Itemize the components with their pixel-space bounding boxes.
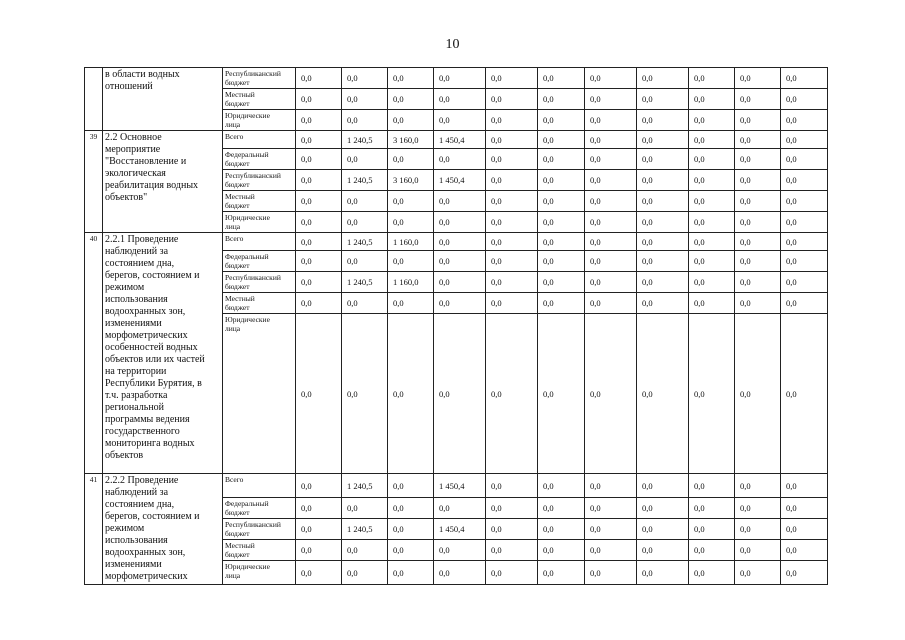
amount-cell: 0,0 (585, 314, 637, 474)
amount-cell: 0,0 (735, 314, 781, 474)
amount-cell: 0,0 (781, 293, 828, 314)
amount-cell: 0,0 (689, 191, 735, 212)
amount-cell: 0,0 (486, 131, 538, 149)
amount-cell: 0,0 (781, 272, 828, 293)
amount-cell: 0,0 (486, 110, 538, 131)
amount-cell: 0,0 (689, 561, 735, 585)
amount-cell: 0,0 (585, 149, 637, 170)
amount-cell: 0,0 (486, 233, 538, 251)
amount-cell: 0,0 (296, 89, 342, 110)
amount-cell: 0,0 (538, 68, 585, 89)
amount-cell: 0,0 (486, 191, 538, 212)
page-number: 10 (445, 37, 460, 52)
amount-cell: 0,0 (388, 314, 434, 474)
amount-cell: 0,0 (486, 293, 538, 314)
amount-cell: 0,0 (585, 519, 637, 540)
amount-cell: 0,0 (689, 519, 735, 540)
amount-cell: 0,0 (781, 110, 828, 131)
amount-cell: 0,0 (342, 149, 388, 170)
amount-cell: 0,0 (342, 191, 388, 212)
amount-cell: 0,0 (296, 519, 342, 540)
amount-cell: 0,0 (585, 540, 637, 561)
table-row (85, 233, 828, 251)
amount-cell: 0,0 (486, 272, 538, 293)
amount-cell: 0,0 (585, 131, 637, 149)
amount-cell: 0,0 (637, 540, 689, 561)
amount-cell: 0,0 (781, 540, 828, 561)
funding-source: Федеральный бюджет (223, 149, 296, 170)
amount-cell: 0,0 (342, 498, 388, 519)
funding-source: Федеральный бюджет (223, 251, 296, 272)
amount-cell: 0,0 (637, 131, 689, 149)
amount-cell: 0,0 (781, 314, 828, 474)
amount-cell: 0,0 (538, 272, 585, 293)
funding-source: Местный бюджет (223, 293, 296, 314)
amount-cell: 0,0 (689, 110, 735, 131)
amount-cell: 0,0 (781, 149, 828, 170)
amount-cell: 0,0 (434, 68, 486, 89)
amount-cell: 0,0 (735, 110, 781, 131)
amount-cell: 0,0 (585, 68, 637, 89)
amount-cell: 0,0 (434, 540, 486, 561)
amount-cell: 0,0 (781, 212, 828, 233)
amount-cell: 0,0 (735, 68, 781, 89)
amount-cell: 0,0 (585, 233, 637, 251)
amount-cell: 0,0 (735, 251, 781, 272)
funding-source: Всего (223, 474, 296, 498)
amount-cell: 0,0 (735, 170, 781, 191)
amount-cell: 0,0 (486, 89, 538, 110)
amount-cell: 0,0 (637, 149, 689, 170)
amount-cell: 0,0 (585, 272, 637, 293)
amount-cell: 0,0 (689, 474, 735, 498)
amount-cell: 0,0 (735, 474, 781, 498)
funding-source: Всего (223, 131, 296, 149)
amount-cell: 1 240,5 (342, 519, 388, 540)
amount-cell: 0,0 (388, 149, 434, 170)
amount-cell: 0,0 (388, 212, 434, 233)
row-index: 39 (85, 131, 103, 233)
amount-cell: 0,0 (637, 212, 689, 233)
amount-cell: 0,0 (296, 293, 342, 314)
amount-cell: 0,0 (538, 89, 585, 110)
funding-source: Республиканский бюджет (223, 519, 296, 540)
amount-cell: 0,0 (637, 272, 689, 293)
amount-cell: 0,0 (342, 212, 388, 233)
amount-cell: 0,0 (538, 519, 585, 540)
amount-cell: 0,0 (689, 68, 735, 89)
amount-cell: 0,0 (388, 191, 434, 212)
amount-cell: 0,0 (689, 131, 735, 149)
amount-cell: 0,0 (538, 110, 585, 131)
amount-cell: 0,0 (637, 474, 689, 498)
amount-cell: 0,0 (689, 251, 735, 272)
amount-cell: 0,0 (296, 149, 342, 170)
amount-cell: 0,0 (781, 131, 828, 149)
amount-cell: 0,0 (388, 251, 434, 272)
amount-cell: 0,0 (637, 561, 689, 585)
amount-cell: 0,0 (296, 191, 342, 212)
amount-cell: 1 450,4 (434, 131, 486, 149)
amount-cell: 0,0 (585, 293, 637, 314)
amount-cell: 0,0 (296, 314, 342, 474)
funding-source: Республиканский бюджет (223, 170, 296, 191)
amount-cell: 0,0 (434, 233, 486, 251)
amount-cell: 0,0 (735, 272, 781, 293)
amount-cell: 0,0 (637, 89, 689, 110)
amount-cell: 0,0 (388, 519, 434, 540)
amount-cell: 0,0 (434, 561, 486, 585)
amount-cell: 0,0 (296, 498, 342, 519)
amount-cell: 0,0 (585, 561, 637, 585)
amount-cell: 0,0 (486, 68, 538, 89)
budget-table (84, 67, 828, 585)
amount-cell: 0,0 (538, 314, 585, 474)
amount-cell: 0,0 (637, 498, 689, 519)
funding-source: Местный бюджет (223, 540, 296, 561)
funding-source: Юридические лица (223, 561, 296, 585)
amount-cell: 0,0 (637, 191, 689, 212)
activity-name: 2.2 Основное мероприятие "Восстановление и экологическая реабилитация водных объектов" (103, 131, 223, 233)
table-body (85, 68, 828, 585)
amount-cell: 0,0 (538, 131, 585, 149)
amount-cell: 0,0 (342, 251, 388, 272)
amount-cell: 0,0 (486, 519, 538, 540)
amount-cell: 0,0 (486, 170, 538, 191)
amount-cell: 0,0 (342, 89, 388, 110)
amount-cell: 0,0 (296, 110, 342, 131)
amount-cell: 0,0 (781, 251, 828, 272)
amount-cell: 0,0 (434, 272, 486, 293)
amount-cell: 0,0 (434, 149, 486, 170)
activity-name: в области водных отношений (103, 68, 223, 131)
amount-cell: 0,0 (538, 293, 585, 314)
funding-source: Республиканский бюджет (223, 272, 296, 293)
amount-cell: 0,0 (296, 540, 342, 561)
amount-cell: 0,0 (342, 293, 388, 314)
amount-cell: 0,0 (781, 498, 828, 519)
amount-cell: 0,0 (538, 191, 585, 212)
activity-name: 2.2.2 Проведение наблюдений за состоянием дна, берегов, состоянием и режимом использования водоохранных зон, изменениями морфометрических (103, 474, 223, 585)
amount-cell: 0,0 (434, 212, 486, 233)
amount-cell: 1 450,4 (434, 519, 486, 540)
amount-cell: 0,0 (689, 540, 735, 561)
amount-cell: 0,0 (538, 474, 585, 498)
amount-cell: 0,0 (585, 89, 637, 110)
amount-cell: 0,0 (538, 498, 585, 519)
amount-cell: 1 240,5 (342, 170, 388, 191)
amount-cell: 0,0 (735, 131, 781, 149)
amount-cell: 0,0 (781, 191, 828, 212)
amount-cell: 0,0 (388, 474, 434, 498)
amount-cell: 0,0 (434, 251, 486, 272)
amount-cell: 0,0 (538, 233, 585, 251)
amount-cell: 0,0 (434, 293, 486, 314)
amount-cell: 0,0 (781, 233, 828, 251)
amount-cell: 0,0 (689, 314, 735, 474)
amount-cell: 0,0 (689, 233, 735, 251)
amount-cell: 1 160,0 (388, 272, 434, 293)
amount-cell: 0,0 (585, 474, 637, 498)
row-index: 40 (85, 233, 103, 474)
amount-cell: 0,0 (689, 272, 735, 293)
amount-cell: 0,0 (735, 233, 781, 251)
amount-cell: 0,0 (538, 561, 585, 585)
funding-source: Федеральный бюджет (223, 498, 296, 519)
amount-cell: 0,0 (585, 498, 637, 519)
amount-cell: 0,0 (637, 110, 689, 131)
amount-cell: 0,0 (388, 110, 434, 131)
amount-cell: 0,0 (735, 212, 781, 233)
amount-cell: 0,0 (296, 272, 342, 293)
funding-source: Местный бюджет (223, 89, 296, 110)
amount-cell: 0,0 (434, 89, 486, 110)
amount-cell: 0,0 (781, 170, 828, 191)
amount-cell: 0,0 (296, 474, 342, 498)
amount-cell: 0,0 (538, 212, 585, 233)
amount-cell: 0,0 (342, 314, 388, 474)
amount-cell: 0,0 (486, 251, 538, 272)
amount-cell: 0,0 (486, 561, 538, 585)
amount-cell: 0,0 (585, 251, 637, 272)
amount-cell: 0,0 (781, 561, 828, 585)
amount-cell: 0,0 (538, 540, 585, 561)
amount-cell: 0,0 (637, 68, 689, 89)
amount-cell: 0,0 (296, 251, 342, 272)
amount-cell: 0,0 (637, 293, 689, 314)
amount-cell: 0,0 (689, 212, 735, 233)
amount-cell: 0,0 (388, 293, 434, 314)
row-index (85, 68, 103, 131)
amount-cell: 0,0 (388, 498, 434, 519)
amount-cell: 0,0 (689, 170, 735, 191)
amount-cell: 0,0 (637, 233, 689, 251)
funding-source: Юридические лица (223, 314, 296, 474)
activity-name: 2.2.1 Проведение наблюдений за состоянием дна, берегов, состоянием и режимом использования водоохранных зон, изменениями морфометрических особенностей водных объектов или их частей на территории Республики Бурятия, в т.ч. разработка региональной программы ведения государственного мониторинга водных объектов (103, 233, 223, 474)
amount-cell: 0,0 (781, 519, 828, 540)
amount-cell: 0,0 (342, 540, 388, 561)
amount-cell: 3 160,0 (388, 170, 434, 191)
amount-cell: 0,0 (735, 149, 781, 170)
amount-cell: 1 240,5 (342, 272, 388, 293)
amount-cell: 0,0 (735, 519, 781, 540)
amount-cell: 1 240,5 (342, 233, 388, 251)
funding-source: Республиканский бюджет (223, 68, 296, 89)
amount-cell: 1 240,5 (342, 474, 388, 498)
amount-cell: 0,0 (735, 561, 781, 585)
amount-cell: 0,0 (735, 540, 781, 561)
amount-cell: 0,0 (296, 68, 342, 89)
amount-cell: 0,0 (486, 149, 538, 170)
table-row (85, 68, 828, 89)
amount-cell: 0,0 (486, 474, 538, 498)
amount-cell: 0,0 (781, 89, 828, 110)
amount-cell: 0,0 (637, 251, 689, 272)
amount-cell: 0,0 (388, 68, 434, 89)
amount-cell: 0,0 (585, 212, 637, 233)
amount-cell: 0,0 (342, 110, 388, 131)
amount-cell: 0,0 (585, 170, 637, 191)
funding-source: Юридические лица (223, 110, 296, 131)
amount-cell: 0,0 (735, 191, 781, 212)
amount-cell: 0,0 (486, 314, 538, 474)
amount-cell: 0,0 (538, 170, 585, 191)
amount-cell: 0,0 (434, 314, 486, 474)
amount-cell: 1 450,4 (434, 170, 486, 191)
amount-cell: 0,0 (388, 561, 434, 585)
amount-cell: 0,0 (781, 68, 828, 89)
amount-cell: 0,0 (637, 314, 689, 474)
amount-cell: 0,0 (637, 170, 689, 191)
amount-cell: 0,0 (486, 498, 538, 519)
amount-cell: 0,0 (342, 561, 388, 585)
amount-cell: 0,0 (296, 561, 342, 585)
amount-cell: 0,0 (585, 191, 637, 212)
amount-cell: 0,0 (296, 131, 342, 149)
funding-source: Всего (223, 233, 296, 251)
amount-cell: 3 160,0 (388, 131, 434, 149)
amount-cell: 1 240,5 (342, 131, 388, 149)
amount-cell: 0,0 (538, 149, 585, 170)
amount-cell: 0,0 (388, 540, 434, 561)
amount-cell: 0,0 (637, 519, 689, 540)
table-row (85, 131, 828, 149)
table-row (85, 474, 828, 498)
amount-cell: 0,0 (689, 89, 735, 110)
amount-cell: 1 450,4 (434, 474, 486, 498)
amount-cell: 0,0 (735, 89, 781, 110)
amount-cell: 0,0 (342, 68, 388, 89)
amount-cell: 0,0 (388, 89, 434, 110)
amount-cell: 0,0 (689, 293, 735, 314)
amount-cell: 0,0 (486, 540, 538, 561)
funding-source: Юридические лица (223, 212, 296, 233)
amount-cell: 0,0 (781, 474, 828, 498)
amount-cell: 0,0 (585, 110, 637, 131)
funding-source: Местный бюджет (223, 191, 296, 212)
amount-cell: 0,0 (689, 498, 735, 519)
amount-cell: 0,0 (434, 191, 486, 212)
amount-cell: 0,0 (735, 498, 781, 519)
amount-cell: 0,0 (689, 149, 735, 170)
amount-cell: 0,0 (296, 170, 342, 191)
amount-cell: 0,0 (538, 251, 585, 272)
row-index: 41 (85, 474, 103, 585)
amount-cell: 0,0 (434, 498, 486, 519)
amount-cell: 0,0 (434, 110, 486, 131)
amount-cell: 0,0 (296, 212, 342, 233)
amount-cell: 1 160,0 (388, 233, 434, 251)
amount-cell: 0,0 (486, 212, 538, 233)
amount-cell: 0,0 (735, 293, 781, 314)
amount-cell: 0,0 (296, 233, 342, 251)
